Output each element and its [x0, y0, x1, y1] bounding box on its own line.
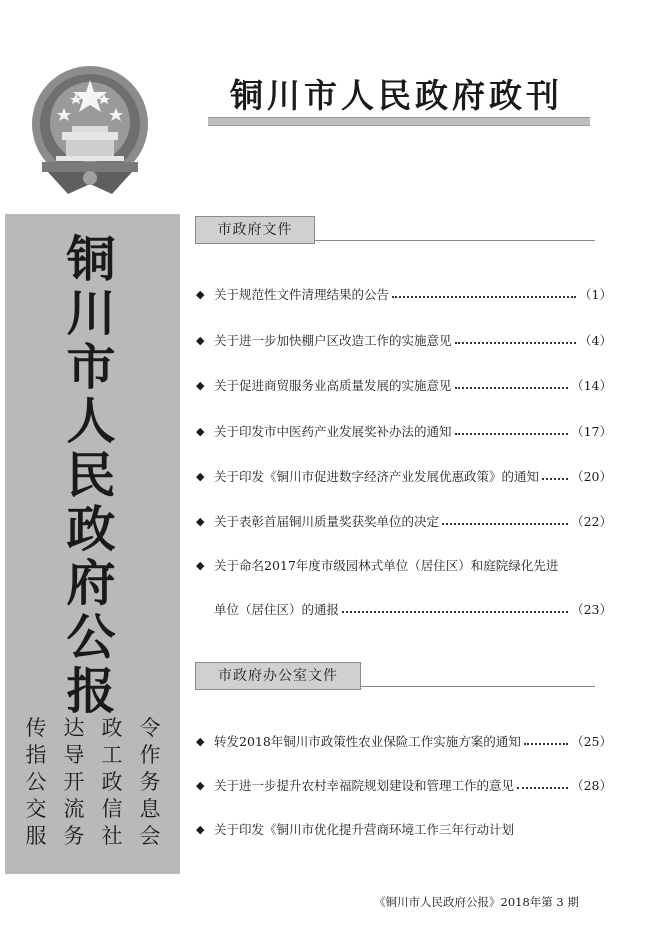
toc-entry-title: 关于表彰首届铜川质量奖获奖单位的决定: [214, 514, 440, 529]
toc-page-number: （22）: [571, 514, 612, 529]
slogan-char: 务: [63, 824, 85, 848]
toc-page-number: （17）: [571, 424, 612, 439]
vertical-title-char: 民: [66, 446, 116, 504]
vertical-title-char: 铜: [66, 230, 116, 288]
toc-entry[interactable]: [196, 420, 612, 442]
slogan-column: [60, 715, 88, 850]
toc-entry[interactable]: [196, 818, 612, 840]
diamond-bullet-icon: ◆: [196, 514, 205, 528]
leader-dots: [455, 387, 569, 389]
toc-entry[interactable]: [196, 374, 612, 396]
slogan-char: 达: [63, 716, 85, 740]
slogan-char: 社: [101, 824, 123, 848]
diamond-bullet-icon: ◆: [196, 469, 205, 483]
toc-entry-title: 关于印发《铜川市促进数字经济产业发展优惠政策》的通知: [214, 469, 540, 484]
header-divider: [208, 117, 590, 126]
toc-entry[interactable]: [196, 554, 612, 576]
toc-entry[interactable]: [196, 329, 612, 351]
slogan-char: 公: [25, 770, 47, 794]
diamond-bullet-icon: ◆: [196, 558, 205, 572]
slogan-column: [22, 715, 50, 850]
slogan-char: 信: [101, 797, 123, 821]
slogan-char: 导: [63, 743, 85, 767]
slogan-char: 政: [101, 716, 123, 740]
vertical-title-char: 人: [66, 392, 116, 450]
slogan-char: 作: [139, 743, 161, 767]
diamond-bullet-icon: ◆: [196, 822, 205, 836]
gazette-title: 铜川市人民政府政刊: [230, 76, 563, 115]
slogan-char: 开: [63, 770, 85, 794]
slogan-char: 流: [63, 797, 85, 821]
diamond-bullet-icon: ◆: [196, 734, 205, 748]
slogan-char: 务: [139, 770, 161, 794]
slogan-char: 指: [25, 743, 47, 767]
toc-entry-title: 关于进一步加快棚户区改造工作的实施意见: [214, 333, 452, 348]
toc-entry-continuation[interactable]: [214, 598, 612, 620]
toc-entry-title: 关于进一步提升农村幸福院规划建设和管理工作的意见: [214, 778, 515, 793]
toc-page-number: （25）: [571, 734, 612, 749]
toc-entry-title: 转发2018年铜川市政策性农业保险工作实施方案的通知: [214, 734, 521, 749]
slogan-char: 传: [25, 716, 47, 740]
vertical-title-char: 川: [66, 284, 116, 342]
vertical-title-char: 市: [66, 338, 116, 396]
slogan-char: 政: [101, 770, 123, 794]
section-heading-municipal-docs: 市政府文件: [195, 216, 315, 244]
vertical-title-char: 公: [66, 608, 116, 666]
toc-entry[interactable]: [196, 465, 612, 487]
national-emblem-icon: [28, 62, 152, 200]
toc-entry[interactable]: [196, 283, 612, 305]
leader-dots: [392, 296, 576, 298]
section-heading-office-docs: 市政府办公室文件: [195, 662, 361, 690]
slogan-char: 会: [139, 824, 161, 848]
toc-page-number: （23）: [571, 602, 612, 617]
toc-page-number: （20）: [571, 469, 612, 484]
slogan-char: 服: [25, 824, 47, 848]
toc-entry-title: 关于规范性文件清理结果的公告: [214, 287, 390, 302]
diamond-bullet-icon: ◆: [196, 333, 205, 347]
leader-dots: [455, 342, 577, 344]
issue-footer: 《铜川市人民政府公报》2018年第 3 期: [374, 895, 579, 909]
slogan-char: 工: [101, 743, 123, 767]
toc-entry[interactable]: [196, 774, 612, 796]
toc-entry-title: 关于印发市中医药产业发展奖补办法的通知: [214, 424, 452, 439]
leader-dots: [442, 523, 568, 525]
leader-dots: [455, 433, 569, 435]
toc-entry-title-continuation: 单位（居住区）的通报: [214, 602, 340, 617]
toc-entry[interactable]: [196, 510, 612, 532]
toc-page-number: （14）: [571, 378, 612, 393]
slogan-char: 令: [139, 716, 161, 740]
toc-entry-title: 关于印发《铜川市优化提升营商环境工作三年行动计划: [214, 822, 515, 837]
diamond-bullet-icon: ◆: [196, 424, 205, 438]
slogan-column: [98, 715, 126, 850]
slogan-char: 息: [139, 797, 161, 821]
slogan-column: [136, 715, 164, 850]
toc-entry-title: 关于命名2017年度市级园林式单位（居住区）和庭院绿化先进: [214, 558, 559, 573]
toc-page-number: （1）: [579, 287, 612, 302]
leader-dots: [542, 478, 568, 480]
toc-page-number: （28）: [571, 778, 612, 793]
leader-dots: [517, 787, 568, 789]
vertical-title-char: 府: [66, 554, 116, 612]
diamond-bullet-icon: ◆: [196, 378, 205, 392]
vertical-title-char: 报: [66, 662, 116, 720]
vertical-title-char: 政: [66, 500, 116, 558]
diamond-bullet-icon: ◆: [196, 778, 205, 792]
leader-dots: [342, 611, 568, 613]
toc-entry[interactable]: [196, 730, 612, 752]
leader-dots: [524, 743, 568, 745]
toc-entry-title: 关于促进商贸服务业高质量发展的实施意见: [214, 378, 452, 393]
vertical-title: [64, 232, 118, 718]
toc-page-number: （4）: [579, 333, 612, 348]
diamond-bullet-icon: ◆: [196, 287, 205, 301]
slogan-char: 交: [25, 797, 47, 821]
